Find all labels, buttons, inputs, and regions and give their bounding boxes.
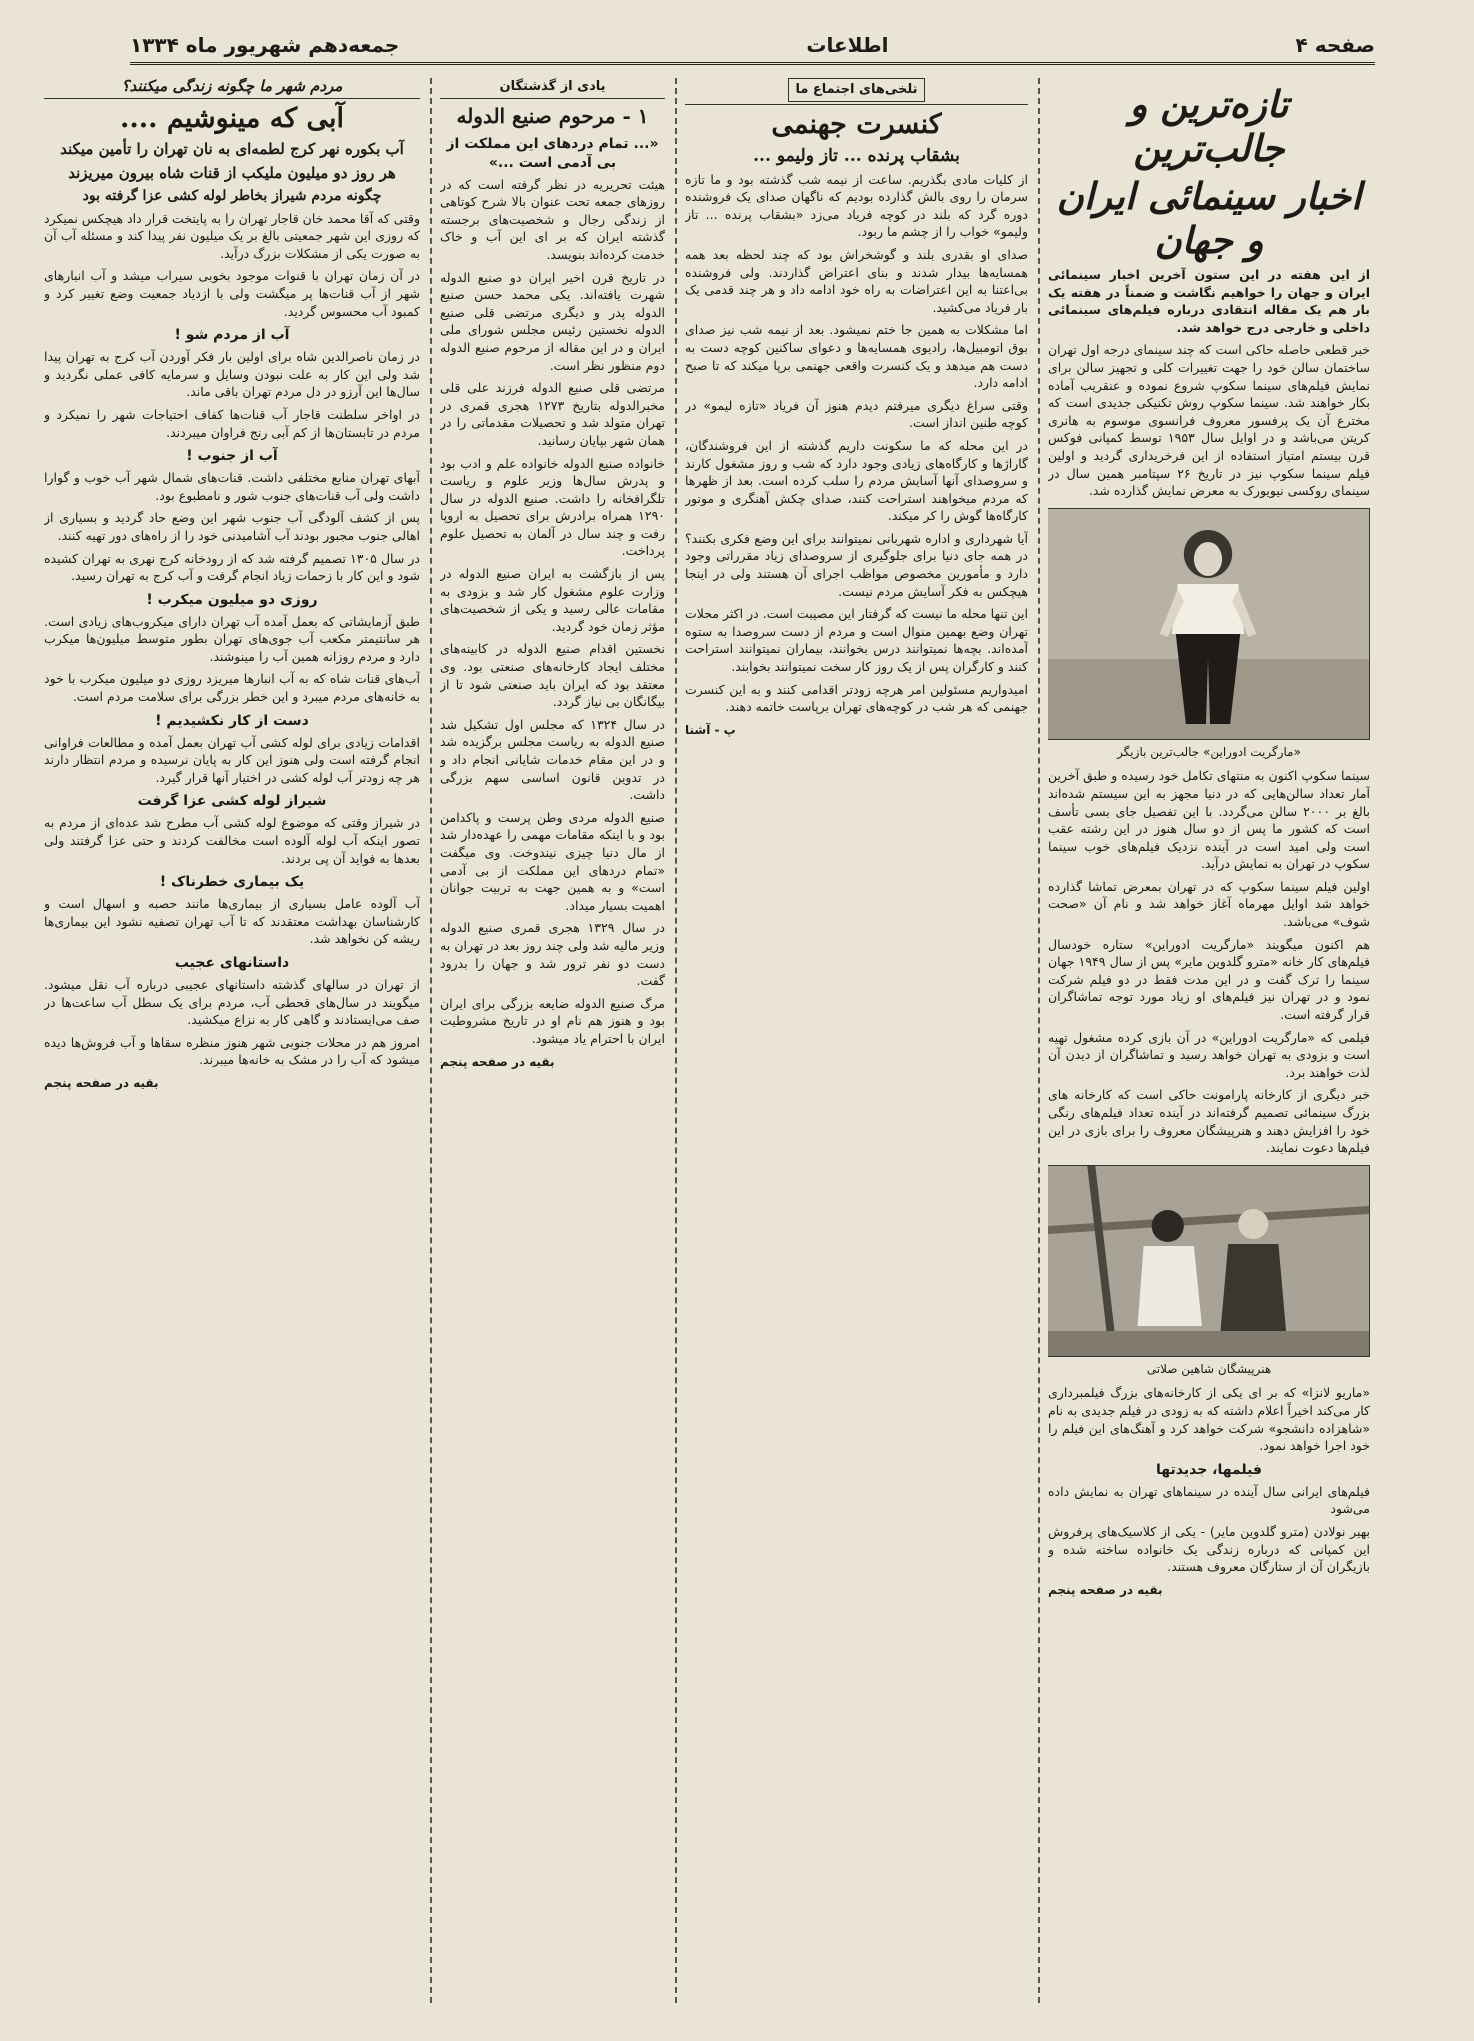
cinema-photo-caption-2: هنرپیشگان شاهین صلاتی xyxy=(1146,1361,1272,1376)
cinema-paragraph: بهیر نولادن (مترو گلدوین مایر) - یکی از کلاسیک‌های پرفروش این کمپانی که درباره زندگی یک خانواده ساخته شده و بازیگران آن از ستارگان معروف هستند. xyxy=(1048,1523,1370,1575)
films-note: فیلم‌های ایرانی سال آینده در سینماهای تهران به نمایش داده می‌شود xyxy=(1048,1483,1370,1517)
water-continued: بقیه در صفحه پنجم xyxy=(44,1075,159,1090)
page-number: صفحه ۴ xyxy=(1295,33,1375,57)
column-divider xyxy=(675,78,677,2003)
water-paragraph: از تهران در سالهای گذشته داستانهای عجیبی درباره آب نقل میشود. میگویند در سال‌های قحطی آب، مردم برای یک سطل آب ساعت‌ها در صف می‌ایستادند و گاهی کار به نزاع میکشید. xyxy=(44,977,420,1028)
masthead xyxy=(130,28,1375,65)
history-paragraph: نخستین اقدام صنیع الدوله در کابینه‌های مختلف ایجاد کارخانه‌های صنعتی بود. وی معتقد بود که ایران باید صنعتی شود تا از بیگانگان بی نیاز گردد. xyxy=(440,641,665,710)
cinema-column xyxy=(1048,78,1370,2003)
water-paragraph: آبهای تهران منابع مختلفی داشت. قنات‌های شمال شهر آب خوب و گوارا داشت ولی آب قنات‌های جنوب شور و نامطبوع بود. xyxy=(44,470,420,503)
cinema-intro: از این هفته در این ستون آخرین اخبار سینمائی ایران و جهان را خواهیم نگاشت و ضمناً در هفته یک بار هم یک مقاله انتقادی درباره فیلم‌های سینمائی داخلی و خارجی درج خواهد شد. xyxy=(1048,267,1370,335)
history-headline: ۱ - مرحوم صنیع الدوله xyxy=(456,103,649,128)
water-subhead-3: چگونه مردم شیراز بخاطر لوله کشی عزا گرفته بود xyxy=(82,187,382,204)
water-section-title: آب از مردم شو ! xyxy=(174,327,290,344)
cinema-photo-actress xyxy=(1048,508,1370,740)
water-paragraph: در آن زمان تهران با قنوات موجود بخوبی سیراب میشد و آب انبارهای شهر از آب قنات‌ها پر میگشت ولی با ازدیاد جمعیت وضع تغییر کرد و کمبود آب محسوس گردید. xyxy=(44,268,420,319)
history-paragraph: مرگ صنیع الدوله ضایعه بزرگی برای ایران بود و هنوز هم نام او در تاریخ مشروطیت ایران با احترام یاد میشود. xyxy=(440,995,665,1046)
concert-signature: پ - آشنا xyxy=(685,722,736,737)
history-paragraph: در تاریخ قرن اخیر ایران دو صنیع الدوله شهرت یافته‌اند. یکی محمد حسن صنیع الدوله پدر و دیگری مرتضی قلی صنیع الدوله نخستین رئیس مجلس شورای ملی ایران و در این مقاله از مرحوم صنیع الدوله دوم منظور نظر است. xyxy=(440,269,665,373)
date-line: جمعه‌دهم شهریور ماه ۱۳۳۴ xyxy=(130,33,400,57)
cinema-paragraph: خبر دیگری از کارخانه پارامونت حاکی است که کارخانه های بزرگ سینمائی تصمیم گرفته‌اند در آینده تعداد فیلم‌های رنگی خود را افزایش دهند و هنرپیشگان معروف را برای بازی در این فیلم‌ها دعوت نمایند. xyxy=(1048,1087,1370,1156)
concert-kicker xyxy=(685,78,1028,105)
history-paragraph: در سال ۱۳۲۴ که مجلس اول تشکیل شد صنیع الدوله به ریاست مجلس برگزیده شد و در این مقام خدمات شایانی انجام داد و در تدوین قانون اساسی سهم بزرگی داشت. xyxy=(440,716,665,803)
water-paragraph: در زمان ناصرالدین شاه برای اولین بار فکر آوردن آب کرج به تهران پیدا شد ولی این کار به علت نبودن وسایل و سرمایه کافی عملی نگردید و سال‌ها این آرزو در دل مردم تهران باقی ماند. xyxy=(44,349,420,400)
column-divider xyxy=(1038,78,1040,2003)
cinema-continued: بقیه در صفحه پنجم xyxy=(1048,1582,1163,1597)
water-paragraph: آب‌های قنات شاه که به آب انبارها میریزد روزی دو میلیون میکرب با خود به خانه‌های مردم میبرد و این خطر بزرگی برای سلامت مردم است. xyxy=(44,671,420,705)
concert-paragraph: این تنها محله ما نیست که گرفتار این مصیبت است. در اکثر محلات تهران وضع بهمین منوال است و مردم از دست سروصدا به ستوه آمده‌اند. بچه‌ها نمیتوانند درس بخوانند، بیماران نمیتوانند استراحت کنند و کارگران پس از یک روز کار سخت نمیتوانند بخوابند. xyxy=(685,606,1028,675)
water-paragraph: در سال ۱۳۰۵ تصمیم گرفته شد که از رودخانه کرج نهری به تهران کشیده شود و این کار با زحمات زیاد انجام گرفت و آب کرج به تهران رسید. xyxy=(44,550,420,584)
history-paragraph: صنیع الدوله مردی وطن پرست و پاکدامن بود و با اینکه مقامات مهمی را عهده‌دار شد از مال دنیا چیزی نیندوخت. وی میگفت «تمام دردهای این مملکت از بی آدمی است» و به همین جهت به تربیت جوانان اهمیت بسیار میداد. xyxy=(440,809,665,913)
cinema-paragraph: خبر قطعی حاصله حاکی است که چند سینمای درجه اول تهران ساختمان سالن خود را جهت تغییرات کلی و تجهیز سالن برای نمایش فیلم‌های سینما سکوپ شروع نموده و عنقریب آماده بکار خواهند شد. سینما سکوپ روش تکنیکی جدیدی است که مخترع آن یک پرفسور معروف فرانسوی موسوم به هانری کریتن می‌باشد و در اوایل سال ۱۹۵۳ توسط کمپانی فوکس قرن بیستم امتیاز استفاده از این فرخریداری گردید و اولین فیلم سینما سکوپ نیز در تاریخ ۲۶ سپتامبر همین سال در سینمای روکسی نیویورک به معرض نمایش گذارده شد. xyxy=(1048,342,1370,499)
water-headline: آبی که مینوشیم .... xyxy=(119,102,345,134)
cinema-paragraph: سینما سکوپ اکنون به منتهای تکامل خود رسیده و طبق آخرین آمار تعداد سالن‌هایی که در دنیا مجهز به این سیستم شده‌اند بالغ بر ۲۰۰۰ سالن می‌گردد. با این تفصیل جای بسی تأسف است که کشور ما پس از دو سال هنوز در این رشته عقب است ولی امید است در آینده نزدیک فیلم‌های خوب سینما سکوپ در تهران به نمایش درآید. xyxy=(1048,768,1370,872)
history-paragraph: در سال ۱۳۲۹ هجری قمری صنیع الدوله وزیر مالیه شد ولی چند روز بعد در تهران به دست دو نفر ترور شد و جهان را بدرود گفت. xyxy=(440,920,665,989)
water-section-title: داستانهای عجیب xyxy=(174,955,290,971)
cinema-paragraph: فیلمی که «مارگریت ادوراین» در آن بازی کرده مشغول تهیه است و بزودی به تهران خواهد رسید و تماشاگران از دیدن آن لذت خواهند برد. xyxy=(1048,1029,1370,1080)
concert-paragraph: امیدواریم مسئولین امر هرچه زودتر اقدامی کنند و به این کنسرت جهنمی که هر شب در کوچه‌های تهران برپاست خاتمه دهند. xyxy=(685,681,1028,715)
water-section-title: شیراز لوله کشی عزا گرفت xyxy=(137,793,327,810)
concert-headline: کنسرت جهنمی xyxy=(771,108,942,140)
cinema-photo-actors xyxy=(1048,1165,1370,1357)
column-divider xyxy=(430,78,432,2003)
water-subhead-1: آب بکوره نهر کرج لطمه‌ای به نان تهران را تأمین میکند xyxy=(60,139,404,158)
history-quote: «... تمام دردهای این مملکت از بی آدمی است ...» xyxy=(446,135,659,171)
history-paragraph: مرتضی قلی صنیع الدوله فرزند علی قلی مخبرالدوله بتاریخ ۱۲۷۳ هجری قمری در تهران متولد شد و تحصیلات مقدماتی را در همان شهر بپایان رسانید. xyxy=(440,380,665,448)
water-paragraph: طبق آزمایشاتی که بعمل آمده آب تهران دارای میکروب‌های زیادی است. هر سانتیمتر مکعب آب جوی‌های تهران بطور متوسط میلیون‌ها میکرب دارد و مردم روزانه همین آب را مینوشند. xyxy=(44,613,420,664)
concert-paragraph: در این محله که ما سکونت داریم گذشته از این فروشندگان، گاراژها و کارگاه‌های زیادی وجود دارد که شب و روز مشغول کارند و سروصدای آنها آسایش مردم را سلب کرده است. بعد از ظهرها که مردم میخواهند استراحت کنند، صدای چکش آهنگری و موتور کارگاه‌ها گوش را کر میکند. xyxy=(685,437,1028,524)
water-column xyxy=(44,78,420,2003)
history-column xyxy=(440,78,665,2003)
water-paragraph: امروز هم در محلات جنوبی شهر هنوز منظره سقاها و آب فروش‌ها دیده میشود که آب را در مشک به خانه‌ها میبرند. xyxy=(44,1034,420,1068)
history-paragraph: خانواده صنیع الدوله خانواده علم و ادب بود و پدرش سال‌ها وزیر علوم و ریاست تلگرافخانه را داشت. صنیع الدوله در سال ۱۲۹۰ همراه برادرش برای تحصیل به اروپا رفت و چند سال در آلمان به تحصیل علوم پرداخت. xyxy=(440,455,665,559)
water-subhead-2: هر روز دو میلیون ملیکب از قنات شاه بیرون میریزند xyxy=(68,163,396,182)
history-paragraph: پس از بازگشت به ایران صنیع الدوله در وزارت علوم مشغول کار شد و بزودی به مقامات عالی رسید و یکی از شخصیت‌های مؤثر زمان خود گردید. xyxy=(440,566,665,634)
actors-photo-graphic xyxy=(1048,1166,1369,1356)
actress-photo-graphic xyxy=(1048,509,1369,739)
water-paragraph: در اواخر سلطنت قاجار آب قنات‌ها کفاف احتیاجات شهر را نمیکرد و مردم در تابستان‌ها از کم آبی رنج فراوان میبردند. xyxy=(44,406,420,440)
water-kicker: مردم شهر ما چگونه زندگی میکنند؟ xyxy=(44,78,420,99)
cinema-paragraph: «ماریو لانزا» که بر ای یکی از کارخانه‌های بزرگ فیلمبرداری کار می‌کند اخیراً اعلام داشته که به زودی در فیلم جدیدی به نام «شاهزاده دانشجو» شرکت خواهد کرد و آهنگ‌های این فیلم را خود اجرا خواهد نمود. xyxy=(1048,1385,1370,1454)
concert-paragraph: اما مشکلات به همین جا ختم نمیشود. بعد از نیمه شب نیز صدای بوق اتومبیل‌ها، رادیوی همسایه‌ها و دعوای ساکنین کوچه دست به دست هم میدهد و یک کنسرت واقعی جهنمی برپا میکند که تا صبح ادامه دارد. xyxy=(685,322,1028,391)
paper-name: اطلاعات xyxy=(806,33,889,57)
water-paragraph: پس از کشف آلودگی آب جنوب شهر این وضع حاد گردید و بسیاری از اهالی جنوب مجبور بودند آب آشامیدنی خود را از راه‌های دور تهیه کنند. xyxy=(44,510,420,543)
concert-subhead: بشقاب پرنده ... تاز ولیمو ... xyxy=(753,145,960,166)
water-paragraph: اقدامات زیادی برای لوله کشی آب تهران بعمل آمده و مطالعات فراوانی انجام گرفته است ولی هنوز این کار به پایان نرسیده و مردم انتظار دارند هر چه زودتر آب لوله کشی در اختیار آنها قرار گیرد. xyxy=(44,734,420,785)
water-paragraph: وقتی که آقا محمد خان قاجار تهران را به پایتخت قرار داد هیچکس نمیکرد که روزی این شهر جمعیتی بالغ بر یک میلیون نفر پیدا کند و مسئله آب آن به صورت یکی از مشکلات بزرگ درآید. xyxy=(44,210,420,261)
cinema-photo-caption-1: «مارگریت ادوراین» جالب‌ترین بازیگر xyxy=(1117,744,1301,759)
history-kicker: یادی از گذشتگان xyxy=(440,78,665,99)
water-section-title: آب از جنوب ! xyxy=(186,448,278,465)
concert-kicker-label: تلخی‌های اجتماع ما xyxy=(788,78,924,102)
concert-paragraph: از کلیات مادی بگذریم. ساعت از نیمه شب گذشته بود و ما تازه سرمان را روی بالش گذارده بودیم که ناگهان صدای یک فروشنده دوره گرد که بلند در کوچه فریاد می‌زد «بشقاب پرنده ... تاز ولیمو» خواب را از چشم ما ربود. xyxy=(685,171,1028,240)
concert-paragraph: وقتی سراغ دیگری میرفتم دیدم هنوز آن فریاد «تازه لیمو» در کوچه طنین انداز است. xyxy=(685,397,1028,431)
cinema-headline-1: تازه‌ترین و جالب‌ترین xyxy=(1129,82,1289,170)
cinema-paragraph: هم اکنون میگویند «مارگریت ادوراین» ستاره خودسال فیلم‌های کار خانه «مترو گلدوین مایر» پس از سال ۱۹۴۹ جهان سینما را ترک گفت و در این مدت فقط در دو فیلم شرکت نمود و در تهران نیز فیلم‌های او زیاد مورد توجه تماشاگران قرار گرفته است. xyxy=(1048,936,1370,1023)
water-section-title: دست از کار نکشیدیم ! xyxy=(155,712,309,729)
water-paragraph: آب آلوده عامل بسیاری از بیماری‌ها مانند حصبه و اسهال است و کارشناسان بهداشت معتقدند که تا آب تهران تصفیه نشود این بیماری‌ها ریشه کن نخواهد شد. xyxy=(44,896,420,947)
films-title: فیلمها، جدیدتها xyxy=(1156,1461,1262,1478)
water-section-title: یک بیماری خطرناک ! xyxy=(159,874,305,891)
water-paragraph: در شیراز وقتی که موضوع لوله کشی آب مطرح شد عده‌ای از مردم به تصور اینکه آب لوله آلوده است مخالفت کردند و حتی عزا گرفتند ولی بعدها به فواید آن پی بردند. xyxy=(44,815,420,866)
concert-column xyxy=(685,78,1028,2003)
cinema-headline-2: اخبار سینمائی ایران و جهان xyxy=(1056,174,1362,262)
history-paragraph: هیئت تحریریه در نظر گرفته است که در روزهای جمعه تحت عنوان بالا شرح کوتاهی از زندگی رجال و شخصیت‌های برجسته گذشته ایران که بر ای این آب و خاک خدمت کرده‌اند بنویسد. xyxy=(440,176,665,262)
concert-paragraph: صدای او بقدری بلند و گوشخراش بود که چند لحظه بعد همه همسایه‌ها بیدار شدند و بنای اعتراض گذاردند. ولی فروشنده بی‌اعتنا به این اعتراضات به راه خود ادامه داد و هر چند قدمی یک بار فریاد می‌کشید. xyxy=(685,246,1028,315)
water-section-title: روزی دو میلیون میکرب ! xyxy=(146,591,318,608)
history-continued: بقیه در صفحه پنجم xyxy=(440,1054,555,1069)
concert-paragraph: آیا شهرداری و اداره شهربانی نمیتوانند برای این وضع فکری بکنند؟ در همه جای دنیا برای جلوگیری از سروصدای زیاد مقرراتی وجود دارد و مأمورین مخصوص مواظب اجرای آن هستند ولی در اینجا هیچکس به فکر آسایش مردم نیست. xyxy=(685,530,1028,599)
cinema-paragraph: اولین فیلم سینما سکوپ که در تهران بمعرض تماشا گذارده خواهد شد اوایل مهرماه آغاز خواهد شد و نام آن «صحت شوف» می‌باشد. xyxy=(1048,878,1370,930)
